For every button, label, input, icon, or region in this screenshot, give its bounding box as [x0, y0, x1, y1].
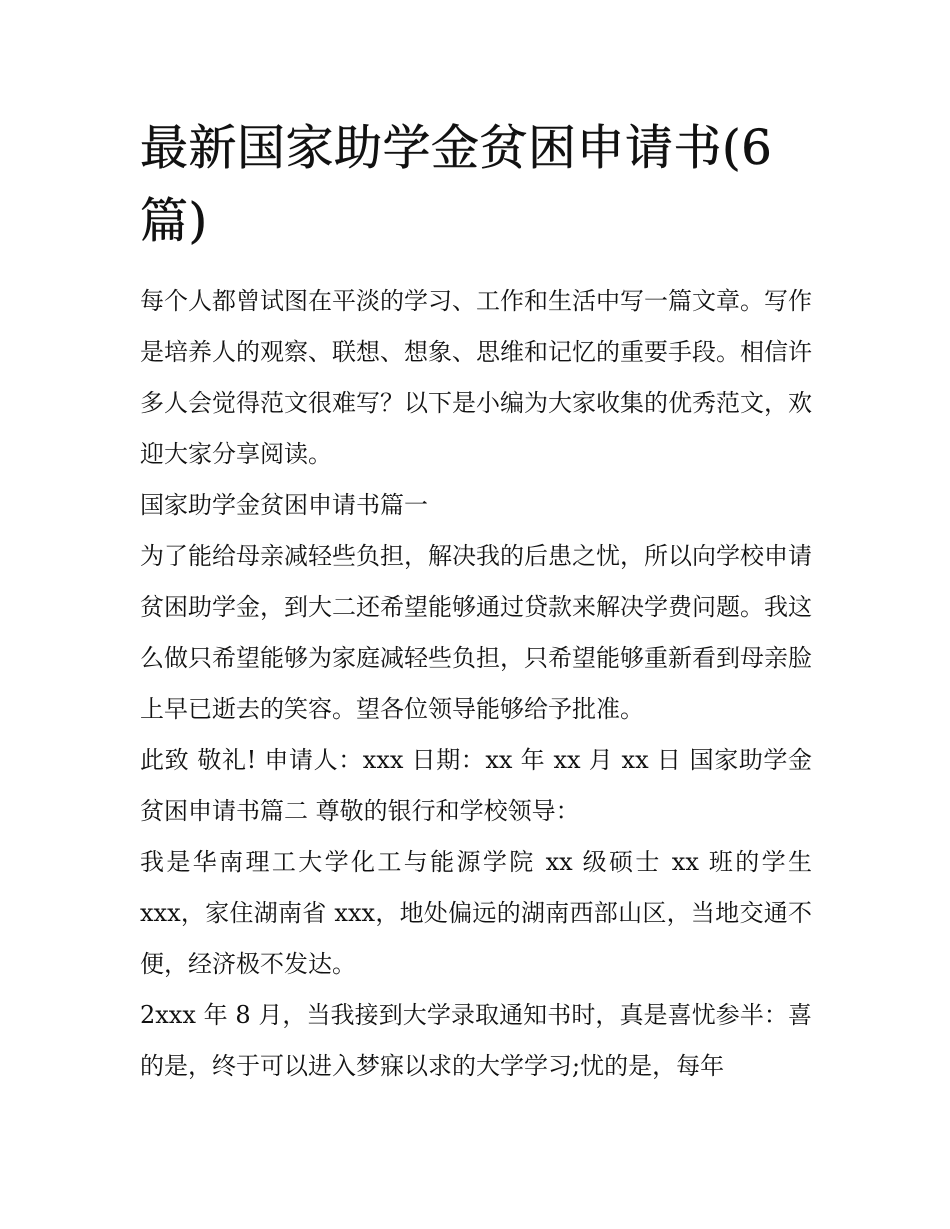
paragraph-body-1: 为了能给母亲减轻些负担，解决我的后患之忧，所以向学校申请贫困助学金，到大二还希望能够通过贷款来解决学费问题。我这么做只希望能够为家庭减轻些负担，只希望能够重新看到母亲脸上早已逝去的笑容。望各位领导能够给予批准。: [140, 542, 812, 723]
paragraph-body-3: 2xxx 年 8 月，当我接到大学录取通知书时，真是喜忧参半：喜的是，终于可以进入梦寐以求的大学学习;忧的是，每年: [140, 1001, 812, 1080]
paragraph-body-2: 我是华南理工大学化工与能源学院 xx 级硕士 xx 班的学生 xxx，家住湖南省 xxx，地处偏远的湖南西部山区，当地交通不便，经济极不发达。: [140, 848, 812, 978]
paragraph-intro: 每个人都曾试图在平淡的学习、工作和生活中写一篇文章。写作是培养人的观察、联想、想象、思维和记忆的重要手段。相信许多人会觉得范文很难写？以下是小编为大家收集的优秀范文，欢迎大家分享阅读。: [140, 287, 812, 468]
paragraph-closing: 此致 敬礼! 申请人：xxx 日期：xx 年 xx 月 xx 日 国家助学金贫困申请书篇二 尊敬的银行和学校领导：: [140, 746, 812, 825]
document-title: 最新国家助学金贫困申请书(6篇): [140, 120, 773, 249]
document-page: [140, 112, 812, 1092]
section-heading-1: 国家助学金贫困申请书篇一: [140, 491, 428, 519]
